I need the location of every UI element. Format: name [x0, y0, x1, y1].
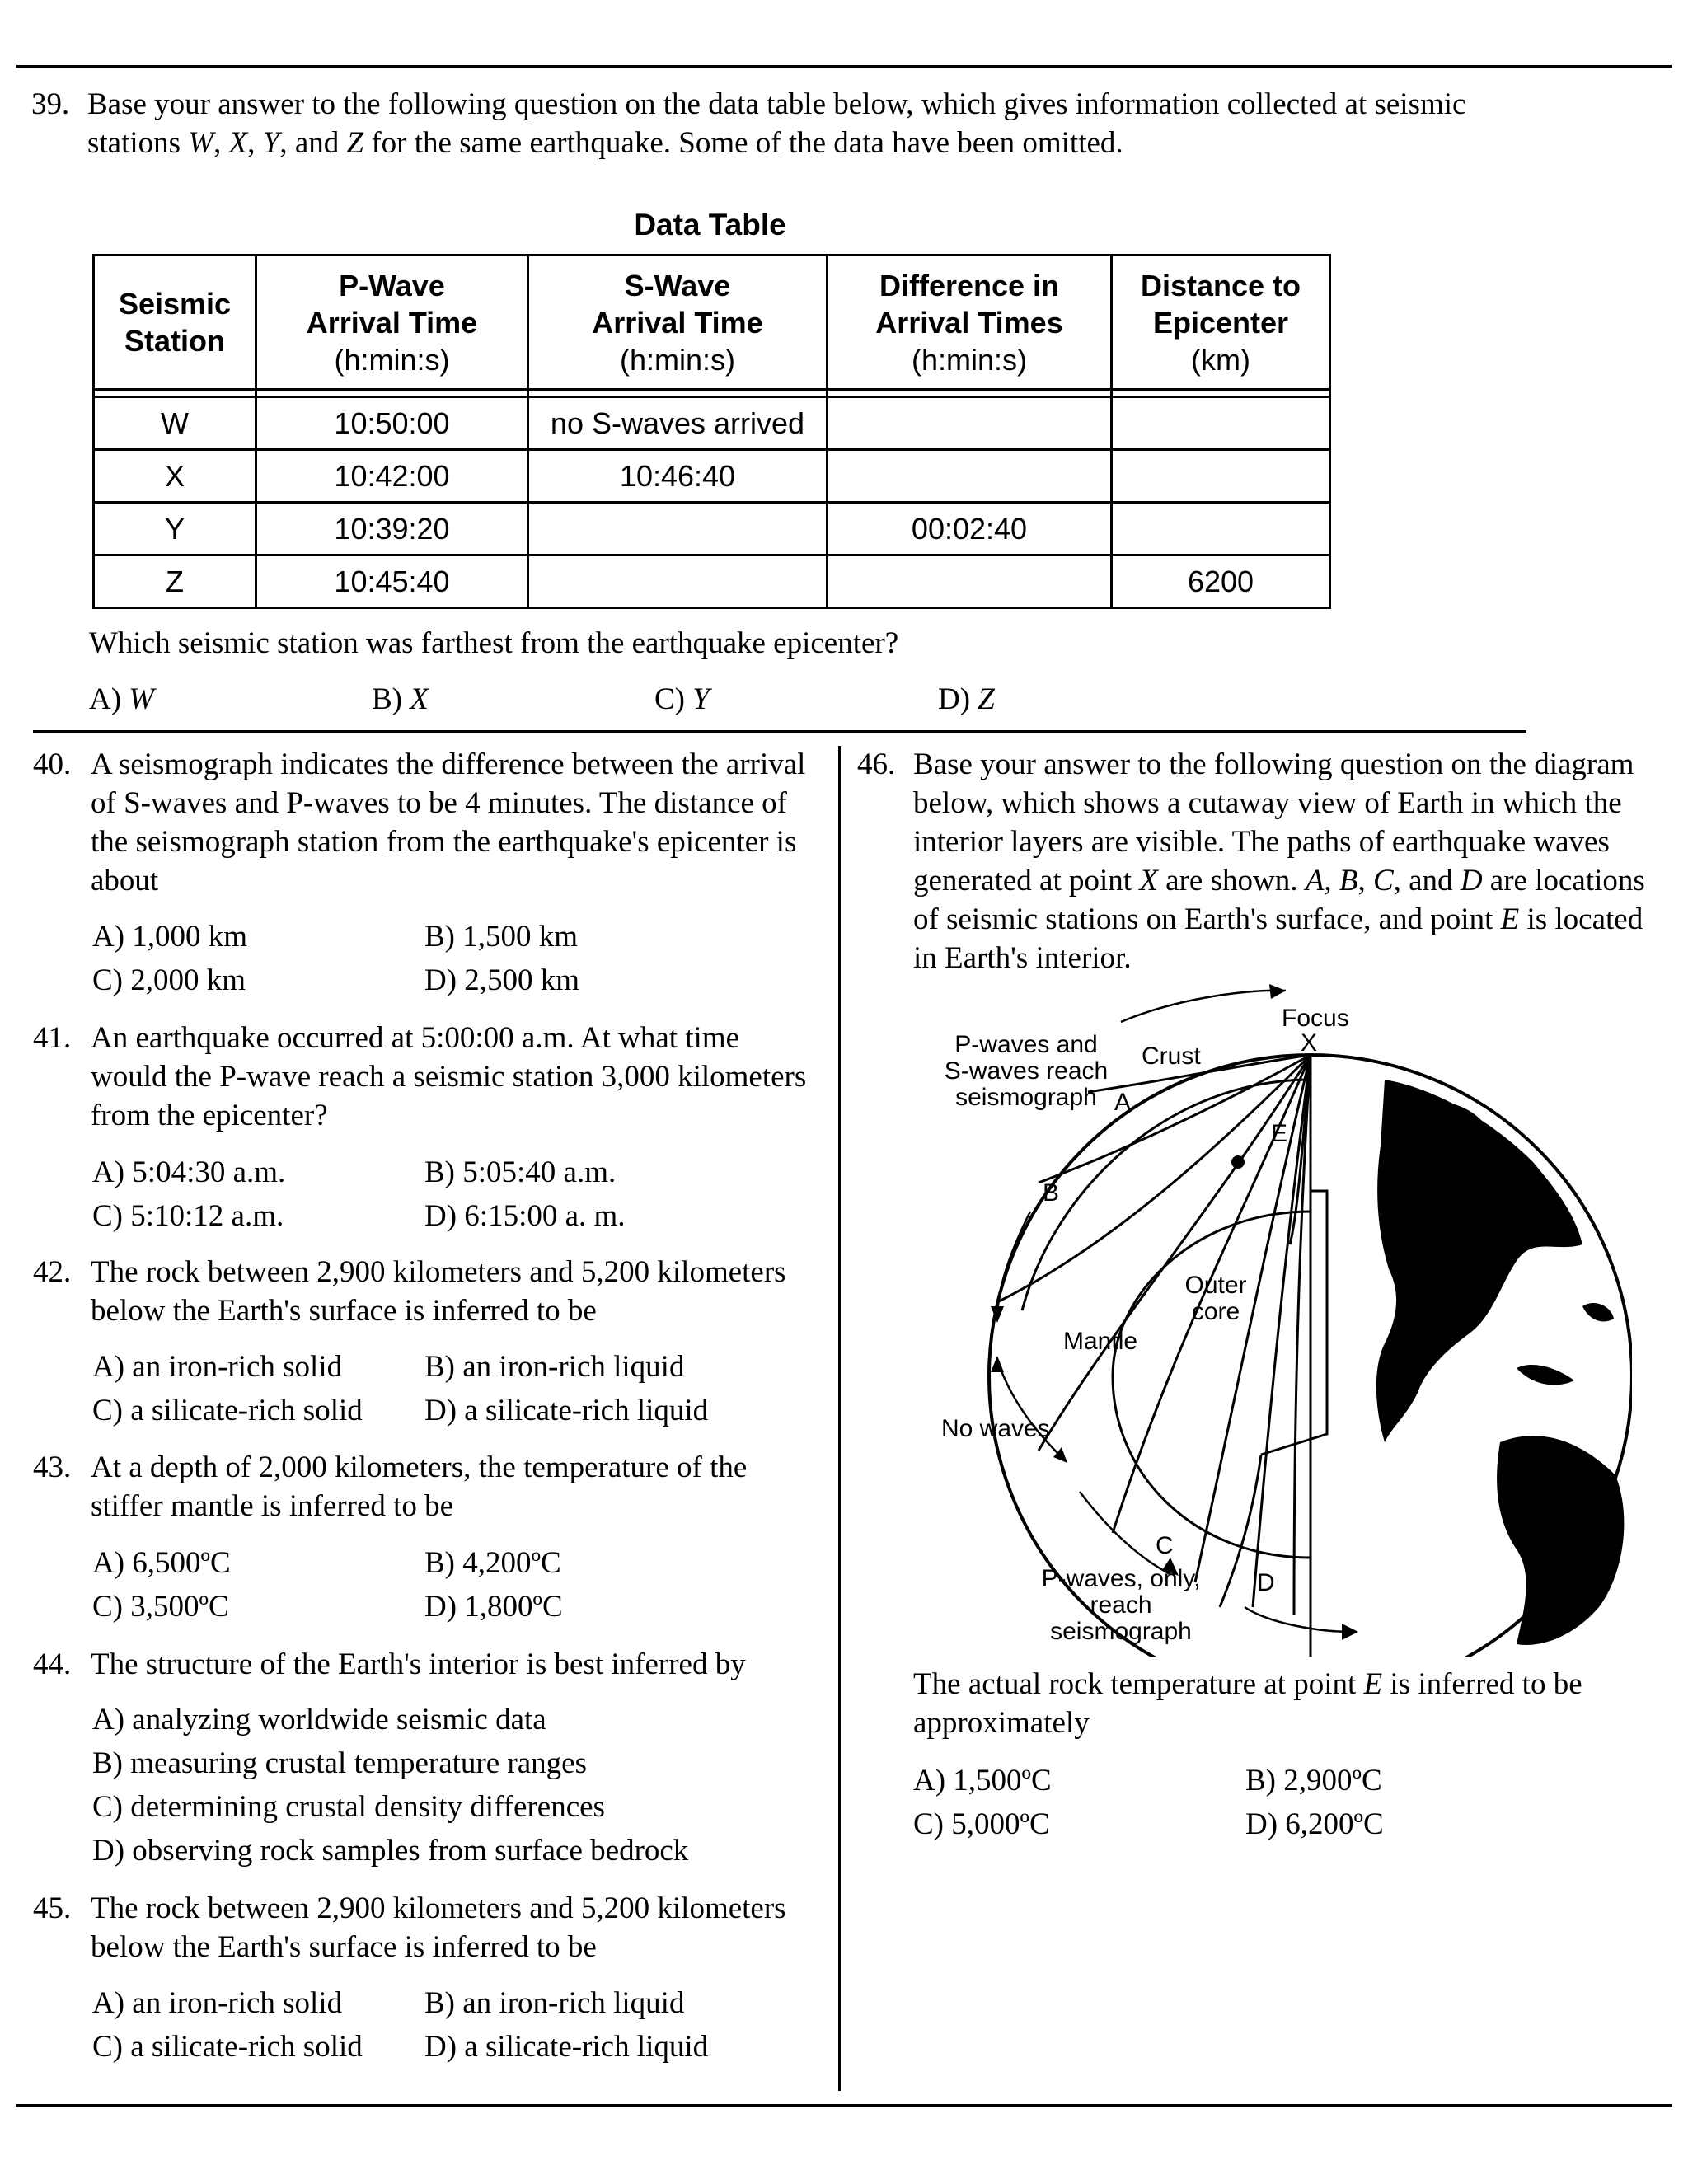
question-45: 45. The rock between 2,900 kilometers and 5,200 kilometers below the Earth's surface is inferred to be [33, 1891, 786, 1964]
option-c[interactable]: C) a silicate-rich solid [92, 2030, 363, 2064]
table-row: Y 10:39:20 00:02:40 [94, 503, 1330, 555]
focus-x-marker: X [1301, 1029, 1318, 1057]
option-d[interactable]: D) 6,200ºC [1245, 1807, 1384, 1841]
header-p-wave: P-Wave Arrival Time (h:min:s) [256, 255, 528, 390]
label-crust: Crust [1142, 1043, 1201, 1070]
question-46-prompt: The actual rock temperature at point E is inferred to be approximately [913, 1667, 1582, 1740]
question-42: 42. The rock between 2,900 kilometers and 5,200 kilometers below the Earth's surface is inferred to be [33, 1255, 786, 1328]
label-focus: Focus [1282, 1005, 1349, 1032]
label-a: A [1114, 1089, 1132, 1116]
option-c[interactable]: C) 5:10:12 a.m. [92, 1199, 284, 1233]
table-title: Data Table [634, 208, 786, 241]
question-41: 41. An earthquake occurred at 5:00:00 a.m. At what time would the P-wave reach a seismic station 3,000 kilometers from the epicenter? [33, 1021, 807, 1132]
bottom-rule [16, 2104, 1672, 2107]
label-b: B [1043, 1179, 1060, 1207]
option-b[interactable]: B) an iron-rich liquid [424, 1986, 685, 2020]
option-a[interactable]: A) 6,500ºC [92, 1546, 231, 1580]
option-a[interactable]: A) W [89, 682, 155, 716]
label-e: E [1271, 1120, 1288, 1147]
option-a[interactable]: A) 1,500ºC [913, 1764, 1052, 1797]
option-c[interactable]: C) 2,000 km [92, 963, 246, 997]
option-a[interactable]: A) an iron-rich solid [92, 1986, 343, 2020]
option-a[interactable]: A) an iron-rich solid [92, 1350, 343, 1384]
option-d[interactable]: D) 6:15:00 a. m. [424, 1199, 626, 1233]
question-46: 46. Base your answer to the following question on the diagram below, which shows a cutaway view of Earth in which the interior layers are visible. The paths of earthquake waves generated at point X are shown. A, B, C, and D are locations of seismic stations on Earth's surface, and point E is located in Earth's interior. [857, 748, 1645, 975]
question-39 [31, 85, 1515, 162]
option-b[interactable]: B) 2,900ºC [1245, 1764, 1382, 1797]
option-d[interactable]: D) a silicate-rich liquid [424, 2030, 709, 2064]
option-b[interactable]: B) 1,500 km [424, 920, 579, 954]
option-d[interactable]: D) 1,800ºC [424, 1590, 563, 1624]
option-b[interactable]: B) X [372, 682, 429, 716]
option-c[interactable]: C) 3,500ºC [92, 1590, 229, 1624]
label-outer-core: Outer core [1184, 1272, 1247, 1325]
point-e-marker [1231, 1155, 1245, 1169]
label-pwaves-only: P-waves, only, reach seismograph [1041, 1565, 1201, 1645]
top-rule [16, 65, 1672, 68]
table-row: X 10:42:00 10:46:40 [94, 450, 1330, 503]
option-b[interactable]: B) 5:05:40 a.m. [424, 1155, 617, 1189]
label-c: C [1156, 1532, 1174, 1559]
label-pwaves-swaves: P-waves and S-waves reach seismograph [944, 1031, 1109, 1111]
table-row: Z 10:45:40 6200 [94, 555, 1330, 608]
data-table [92, 254, 1331, 609]
option-d[interactable]: D) Z [938, 682, 995, 716]
question-number: 39. [31, 87, 70, 121]
question-40: 40. A seismograph indicates the difference between the arrival of S-waves and P-waves to be 4 minutes. The distance of the seismograph station from the earthquake's epicenter is about [33, 748, 806, 898]
option-b[interactable]: B) 4,200ºC [424, 1546, 561, 1580]
option-c[interactable]: C) 5,000ºC [913, 1807, 1050, 1841]
option-d[interactable]: D) a silicate-rich liquid [424, 1394, 709, 1427]
option-c[interactable]: C) Y [654, 682, 710, 716]
option-a[interactable]: A) 5:04:30 a.m. [92, 1155, 286, 1189]
option-b[interactable]: B) an iron-rich liquid [424, 1350, 685, 1384]
header-seismic-station: Seismic Station [94, 255, 256, 390]
question-44: 44. The structure of the Earth's interior is best inferred by [33, 1647, 746, 1681]
table-row: W 10:50:00 no S-waves arrived [94, 397, 1330, 450]
question-39-prompt: Which seismic station was farthest from the earthquake epicenter? [89, 626, 899, 660]
column-divider [838, 746, 841, 2091]
label-no-waves: No waves [941, 1415, 1050, 1442]
header-difference: Difference in Arrival Times (h:min:s) [828, 255, 1112, 390]
option-c[interactable]: C) a silicate-rich solid [92, 1394, 363, 1427]
header-s-wave: S-Wave Arrival Time (h:min:s) [528, 255, 828, 390]
header-distance: Distance to Epicenter (km) [1112, 255, 1330, 390]
option-a[interactable]: A) analyzing worldwide seismic data [92, 1703, 546, 1736]
question-text: Base your answer to the following question on the data table below, which gives information collected at seismic stations W, X, Y, and Z for the same earthquake. Some of the data have been omitted. [87, 87, 1466, 160]
section-rule [33, 730, 1526, 733]
label-mantle: Mantle [1063, 1328, 1138, 1355]
option-a[interactable]: A) 1,000 km [92, 920, 248, 954]
option-b[interactable]: B) measuring crustal temperature ranges [92, 1746, 587, 1780]
option-c[interactable]: C) determining crustal density differences [92, 1790, 605, 1824]
option-d[interactable]: D) 2,500 km [424, 963, 580, 997]
option-d[interactable]: D) observing rock samples from surface bedrock [92, 1834, 689, 1868]
label-d: D [1257, 1569, 1275, 1596]
question-43: 43. At a depth of 2,000 kilometers, the temperature of the stiffer mantle is inferred to be [33, 1451, 748, 1523]
